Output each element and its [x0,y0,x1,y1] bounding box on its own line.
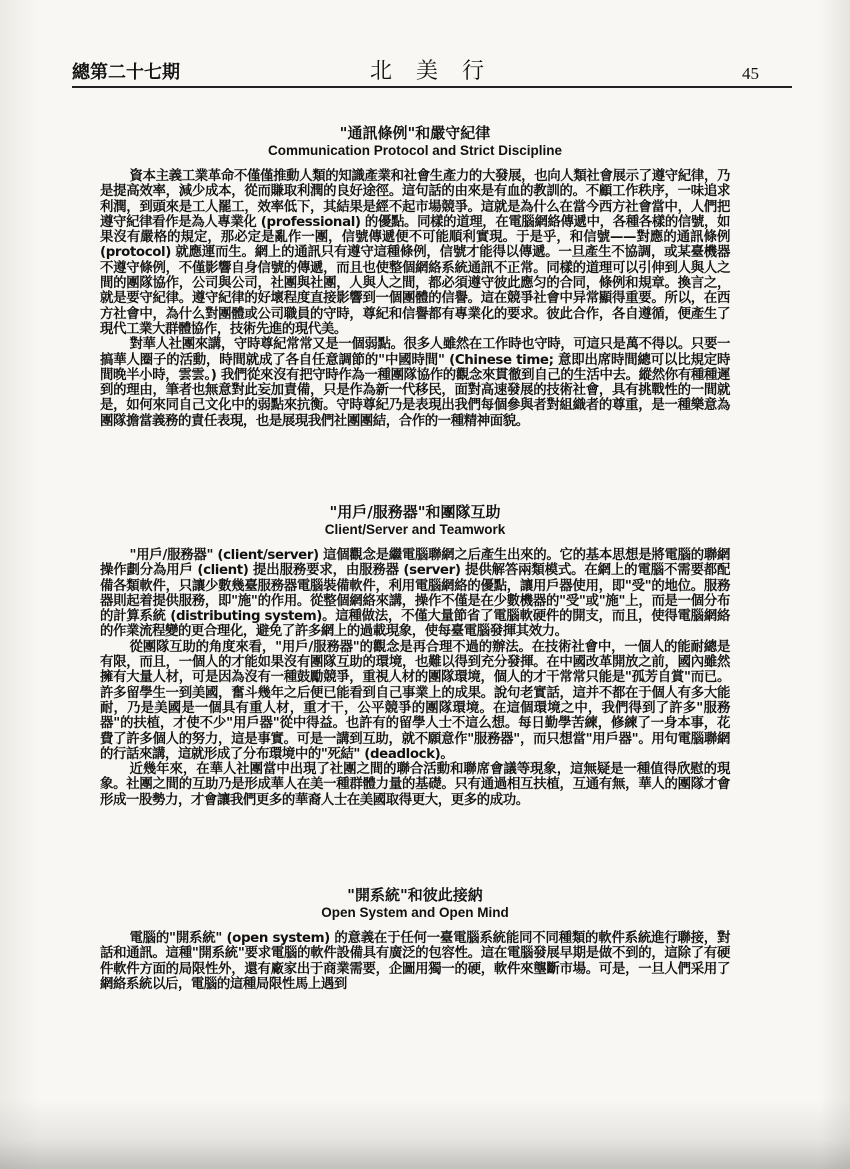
paragraph: 對華人社團來講，守時尊紀常常又是一個弱點。很多人雖然在工作時也守時，可這只是萬不得以。只要一搞華人圈子的活動，時間就成了各自任意調節的"中國時間" (Chinese time; 意即出席時間總可以比規定時間晚半小時，雲雲。) 我們從來沒有把守時作為一種團隊協作的觀念來貫徹到自己的生活中去。縱然你有種種遲到的理由，筆者也無意對此妄加責備，只是作為新一代移民，面對高速發展的技術社會，具有挑戰性的一間就是，如何來同自己文化中的弱點來抗衡。守時尊紀乃是表現出我們每個參與者對組織者的尊重，是一種樂意為團隊擔當義務的責任表現，也是展現我們社團團結，合作的一種精神面貌。 [100,337,730,429]
paragraph: 電腦的"開系統" (open system) 的意義在于任何一臺電腦系統能同不同種類的軟件系統進行聯接，對話和通訊。這種"開系統"要求電腦的軟件設備具有廣泛的包容性。這在電腦發展早期是做不到的，這除了有硬件軟件方面的局限性外，還有廠家出于商業需要，企圖用獨一的硬，軟件來壟斷市場。可是，一旦人們采用了網絡系統以后，電腦的這種局限性馬上遇到 [100,931,730,992]
header-rule [72,86,792,88]
section-communication-protocol [100,124,730,429]
section-title-en: Client/Server and Teamwork [324,522,506,537]
scan-shadow [0,1100,850,1169]
section-title-en: Open System and Open Mind [321,905,509,920]
page-header [72,58,792,88]
section-client-server [100,503,730,808]
page-number: 45 [742,64,759,83]
paragraph: 資本主義工業革命不僅僅推動人類的知識產業和社會生產力的大發展，也向人類社會展示了遵守紀律，乃是提高效率，減少成本，從而賺取利潤的良好途徑。這句話的由來是有血的教訓的。不顧工作秩序，一味追求利潤，到頭來是工人罷工，效率低下，其結果是經不起市場競爭。這就是為什么在當今西方社會當中，人們把遵守紀律看作是為人專業化 (professional) 的優點。同樣的道理，在電腦網絡傳遞中，各種各樣的信號，如果沒有嚴格的規定，那必定是亂作一團，信號傳遞便不可能順利實現。于是乎，和信號——對應的通訊條例 (protocol) 就應運而生。網上的通訊只有遵守這種條例，信號才能得以傳遞。一旦產生不協調，或某臺機器不遵守條例，不僅影響自身信號的傳遞，而且也使整個網絡系統通訊不正常。同樣的道理可以引伸到人與人之間的團隊協作，公司與公司，社團與社團，人與人之間，都必須遵守彼此應匀的合同，條例和規章。換言之，就是要守紀律。遵守紀律的好壞程度直接影響到一個團體的信譽。這在競爭社會中异常顯得重要。所以，在西方社會中，為什么對團體或公司職員的守時，尊紀和信譽都有專業化的要求。彼此合作，各自遵循，便產生了現代工業大群體協作，技術先進的現代美。 [100,169,730,337]
section-open-system [100,886,730,992]
paragraph: 從團隊互助的角度來看，"用戶/服務器"的觀念是再合理不過的辦法。在技術社會中，一個人的能耐總是有限，而且，一個人的才能如果沒有團隊互助的環境，也難以得到充分發揮。在中國改革開放之前，國內雖然擁有大量人材，可是因為沒有一種鼓勵競爭，重視人材的團隊環境，個人的才干常常只能是"孤芳自賞"而已。許多留學生一到美國，奮斗幾年之后便已能看到自己事業上的成果。說句老實話，這并不都在于個人有多大能耐，乃是美國是一個具有重人材，重才干，公平競爭的團隊環境。在這個環境之中，我們得到了許多"服務器"的扶植，才使不少"用戶器"從中得益。也許有的留學人士不這么想。每日勤學苦練，修練了一身本事，花費了許多個人的努力，這是事實。可是一講到互助，就不願意作"服務器"，而只想當"用戶器"。用句電腦聯網的行話來講，這就形成了分布環境中的"死結" (deadlock)。 [100,639,730,762]
paragraph: 近幾年來，在華人社團當中出現了社團之間的聯合活動和聯席會議等現象，這無疑是一種值得欣慰的現象。社團之間的互助乃是形成華人在美一種群體力量的基礎。只有通過相互扶植，互通有無，華人的團隊才會形成一股勢力，才會讓我們更多的華裔人士在美國取得更大，更多的成功。 [100,762,730,808]
section-title-zh: "用戶/服務器"和團隊互助 [329,503,501,521]
section-title-zh: "開系統"和彼此接納 [347,886,483,904]
issue-number: 總第二十七期 [72,62,180,83]
section-title-zh: "通訊條例"和嚴守紀律 [339,124,491,142]
journal-title: 北美行 [370,59,509,84]
paragraph: "用戶/服務器" (client/server) 這個觀念是繼電腦聯網之后產生出來的。它的基本思想是將電腦的聯網操作劃分為用戶 (client) 提出服務要求，由服務器 (server) 提供解答兩類模式。在網上的電腦不需要都配備各類軟件，只讓少數幾臺服務器電腦裝備軟件，利用電腦網絡的優點，讓用戶器使用，即"受"的地位。服務器則起着提供服務，即"施"的作用。從整個網絡來講，操作不僅是在少數機器的"受"或"施"上，而是一個分布的計算系統 (distributing system)。這種做法，不僅大量節省了電腦軟硬件的開支，而且，使得電腦網絡的作業流程變的更合理化，避免了許多網上的過載現象，使每臺電腦發揮其效力。 [100,548,730,640]
section-title-en: Communication Protocol and Strict Discipline [267,143,563,158]
